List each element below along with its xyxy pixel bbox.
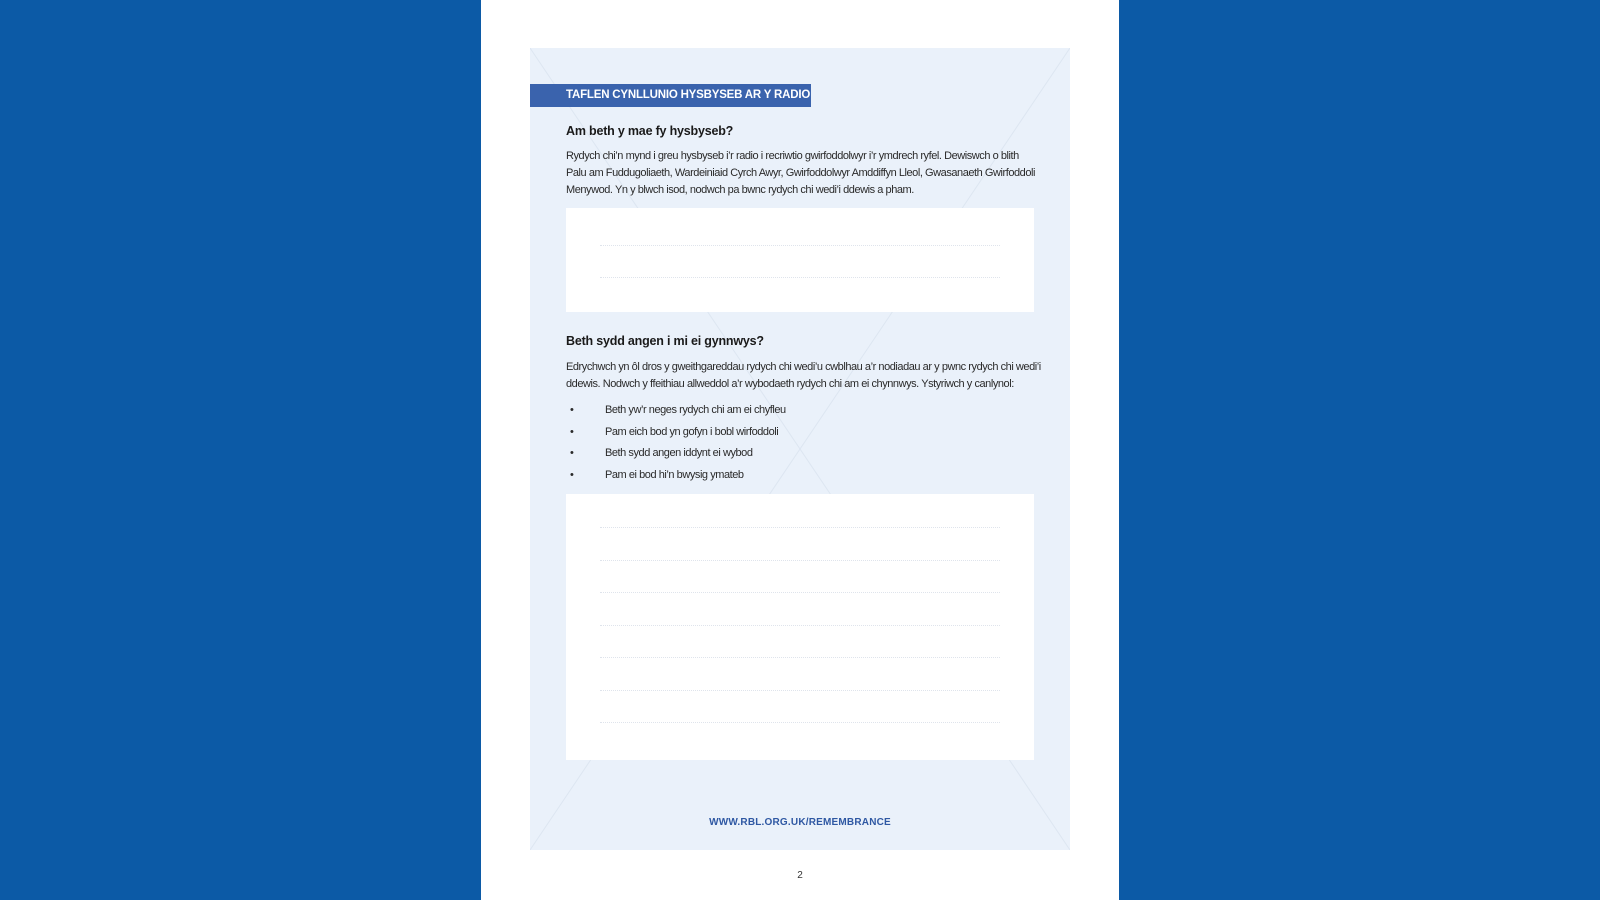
section-heading-content: Beth sydd angen i mi ei gynnwys? <box>566 334 764 348</box>
answer-line <box>600 625 1000 626</box>
page-number: 2 <box>797 870 803 881</box>
answer-line <box>600 592 1000 593</box>
bullet-icon: • <box>570 425 574 438</box>
answer-line <box>600 277 1000 278</box>
section-instructions-advert-topic: Rydych chi’n mynd i greu hysbyseb i’r radio i recriwtio gwirfoddolwyr i’r ymdrech ryfel. Dewiswch o blith Palu am Fuddugoliaeth, Wardeiniaid Cyrch Awyr, Gwirfoddolwyr Amddiffyn Lleol, Gwasanaeth Gwirfoddoli Menywod. Yn y blwch isod, nodwch pa bwnc rydych chi wedi’i ddewis a pham. <box>566 150 1035 196</box>
worksheet-title-banner: TAFLEN CYNLLUNIO HYSBYSEB AR Y RADIO <box>530 84 811 107</box>
document-page <box>481 0 1119 900</box>
answer-box-content[interactable] <box>566 494 1034 760</box>
section-heading-advert-topic: Am beth y mae fy hysbyseb? <box>566 124 734 138</box>
bullet-icon: • <box>570 404 574 416</box>
answer-line <box>600 527 1000 528</box>
list-item-text: Pam ei bod hi’n bwysig ymateb <box>605 468 744 481</box>
list-item <box>566 422 786 444</box>
list-item-text: Pam eich bod yn gofyn i bobl wirfoddoli <box>605 425 779 438</box>
answer-line <box>600 657 1000 658</box>
answer-line <box>600 722 1000 723</box>
answer-line <box>600 690 1000 691</box>
footer-link[interactable]: WWW.RBL.ORG.UK/REMEMBRANCE <box>709 817 891 828</box>
bullet-icon: • <box>570 447 574 459</box>
list-item <box>566 465 786 487</box>
list-item-text: Beth yw’r neges rydych chi am ei chyfleu <box>605 404 786 416</box>
list-item <box>566 443 786 465</box>
list-item <box>566 400 786 422</box>
list-item-text: Beth sydd angen iddynt ei wybod <box>605 447 753 459</box>
answer-box-topic[interactable] <box>566 208 1034 312</box>
considerations-list <box>566 400 786 486</box>
section-instructions-content: Edrychwch yn ôl dros y gweithgareddau rydych chi wedi’u cwblhau a’r nodiadau ar y pwnc rydych chi wedi’i ddewis. Nodwch y ffeithiau allweddol a’r wybodaeth rydych chi am ei chynnwys. Ystyriwch y canlynol: <box>566 361 1041 390</box>
worksheet-panel <box>530 48 1070 850</box>
bullet-icon: • <box>570 468 574 481</box>
answer-line <box>600 560 1000 561</box>
answer-line <box>600 245 1000 246</box>
